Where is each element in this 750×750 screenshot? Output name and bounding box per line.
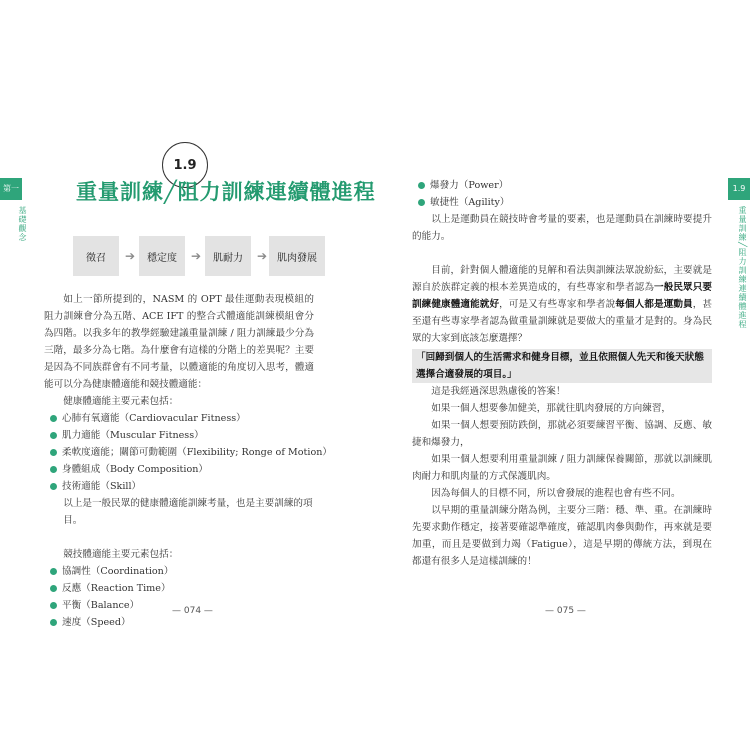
sport-list-continued (412, 177, 712, 211)
part-label: 基礎觀念 (18, 206, 27, 242)
answer-line: 這是我經過深思熟慮後的答案！ (431, 386, 566, 397)
arrow-right-icon: ➔ (190, 249, 202, 263)
chapter-label: 重量訓練╱阻力訓練連續體進程 (738, 206, 747, 329)
sport-list (44, 563, 314, 631)
highlight-quote: 「回歸到個人的生活需求和健身目標，並且依照個人先天和後天狀態選擇合適發展的項目。」 (412, 349, 712, 383)
list-item: 協調性（Coordination） (44, 563, 314, 580)
list-item: 身體組成（Body Composition） (44, 461, 314, 478)
chapter-number: 1.9 (162, 142, 208, 188)
bullet-icon (50, 585, 57, 592)
chapter-title: 重量訓練╱阻力訓練連續體進程 (76, 180, 376, 204)
progression-flow (73, 236, 318, 276)
sport-intro: 競技體適能主要元素包括： (63, 549, 179, 560)
right-body (412, 177, 712, 570)
flow-step-endurance: 肌耐力 (205, 236, 251, 276)
bullet-icon (50, 466, 57, 473)
page-number: — 075 — (545, 606, 586, 616)
intro-paragraph: 如上一節所提到的，NASM 的 OPT 最佳運動表現模組的阻力訓練會分為五階、ACE IFT 的整合式體適能訓練模組會分為四階。以我多年的教學經驗建議重量訓練 / 阻力訓練最少分為三階，最多分為七階。為什麼會有這樣的分階上的差異呢？主要是因為不同族群會有不同考量，以體適能的角度切入思考，體適能可以分為健康體適能和競技體適能： (44, 294, 314, 390)
bullet-icon (50, 415, 57, 422)
list-item: 敏捷性（Agility） (412, 194, 712, 211)
left-body (44, 291, 332, 631)
arrow-right-icon: ➔ (124, 249, 136, 263)
bullet-icon (50, 483, 57, 490)
flow-step-stability: 穩定度 (139, 236, 185, 276)
bullet-icon (50, 449, 57, 456)
list-item: 柔軟度適能；關節可動範圍（Flexibility; Ronge of Motion） (44, 444, 314, 461)
bodybuilding-line: 如果一個人想要參加健美，那就往肌肉發展的方向練習， (431, 403, 672, 414)
list-item: 速度（Speed） (44, 614, 314, 631)
opinions-paragraph: 目前，針對個人體適能的見解和看法與訓練法眾說紛紜，主要就是源自於族群定義的根本差異造成的，有些專家和學者認為一般民眾只要訓練健康體適能就好，可是又有些專家和學者說每個人都是運動員，甚至還有些專家學者認為做重量訓練就是要做大的重量才是對的。身為民眾的大家到底該怎麼選擇？ (412, 265, 713, 344)
items-outro: 以上是運動員在競技時會考量的要素，也是運動員在訓練時要提升的能力。 (412, 214, 712, 242)
goals-line: 因為每個人的目標不同，所以會發展的進程也會有些不同。 (431, 488, 681, 499)
list-item: 技術適能（Skill） (44, 478, 314, 495)
right-page (375, 0, 750, 750)
chapter-tab: 1.9 (728, 178, 750, 200)
bullet-icon (50, 568, 57, 575)
bullet-icon (50, 602, 57, 609)
health-outro: 以上是一般民眾的健康體適能訓練考量，也是主要訓練的項目。 (63, 498, 313, 526)
flow-step-hypertrophy: 肌肉發展 (269, 236, 325, 276)
flow-step-recruitment: 徵召 (73, 236, 119, 276)
list-item: 反應（Reaction Time） (44, 580, 314, 597)
bullet-icon (50, 432, 57, 439)
list-item: 肌力適能（Muscular Fitness） (44, 427, 314, 444)
health-list (44, 410, 332, 495)
joint-care-line: 如果一個人想要利用重量訓練 / 阻力訓練保養關節，那就以訓練肌肉耐力和肌肉量的方式保護肌肉。 (412, 454, 712, 482)
health-intro: 健康體適能主要元素包括： (63, 396, 179, 407)
list-item: 爆發力（Power） (412, 177, 712, 194)
list-item: 平衡（Balance） (44, 597, 314, 614)
part-tab: 第一篇 (0, 178, 22, 200)
page-number: — 074 — (172, 606, 213, 616)
list-item: 心肺有氧適能（Cardiovacular Fitness） (44, 410, 314, 427)
bullet-icon (418, 199, 425, 206)
arrow-right-icon: ➔ (256, 249, 268, 263)
early-training-paragraph: 以早期的重量訓練分階為例，主要分三階：穩、準、重。在訓練時先要求動作穩定，接著要確認準確度，確認肌肉參與動作，再來就是要加重，而且是要做到力竭（Fatigue），這是早期的傳統方法，到現在都還有很多人是這樣訓練的！ (412, 505, 712, 567)
bullet-icon (50, 619, 57, 626)
bullet-icon (418, 182, 425, 189)
fall-prevention-line: 如果一個人想要預防跌倒，那就必須要練習平衡、協調、反應、敏捷和爆發力， (412, 420, 712, 448)
